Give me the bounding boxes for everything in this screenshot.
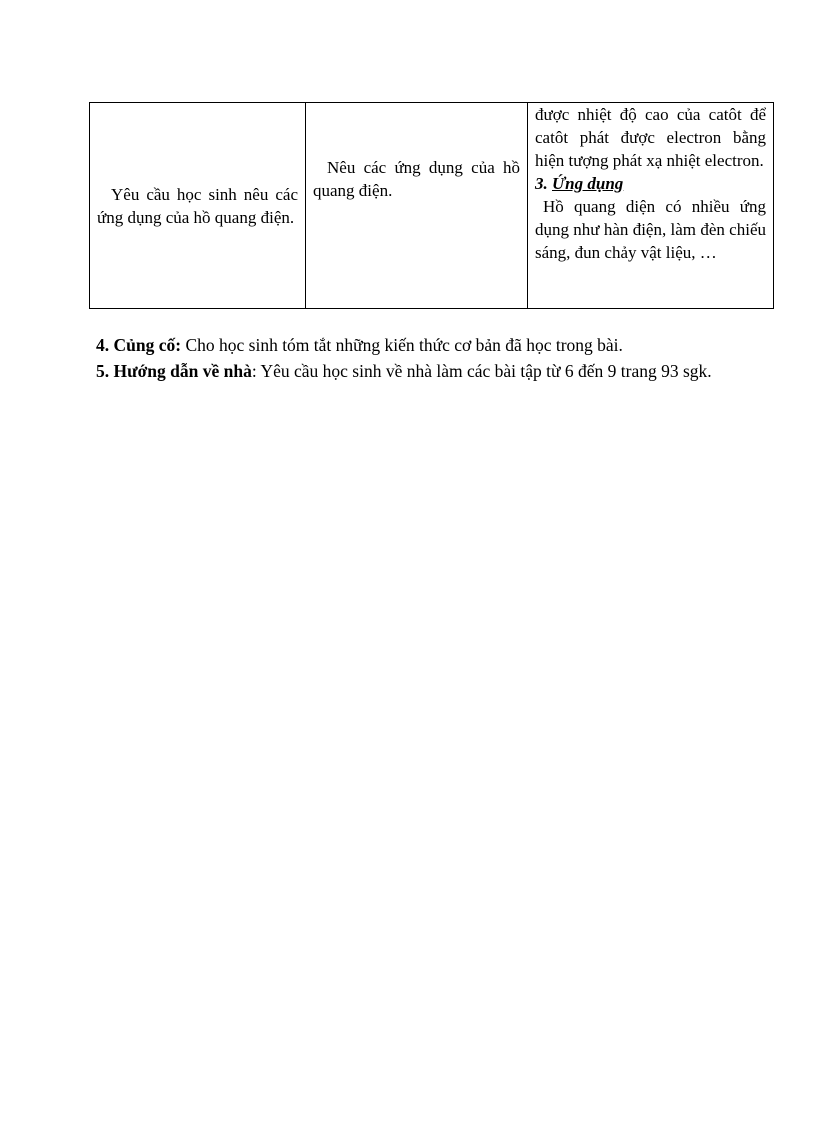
section-body-text: Hồ quang diện có nhiều ứng dụng như hàn điện, làm đèn chiếu sáng, đun chảy vật liệu, … xyxy=(535,197,766,262)
consolidation-paragraph xyxy=(96,333,728,357)
teacher-activity-text: Yêu cầu học sinh nêu các ứng dụng của hồ quang điện. xyxy=(97,184,298,227)
student-activity-text: Nêu các ứng dụng của hồ quang điện. xyxy=(313,157,520,200)
section-number: 3. xyxy=(535,174,548,193)
consolidation-text: Cho học sinh tóm tắt những kiến thức cơ bản đã học trong bài. xyxy=(181,335,623,355)
teacher-activity-cell xyxy=(90,103,306,309)
homework-label: 5. Hướng dẫn về nhà xyxy=(96,361,252,381)
section-title: Ứng dụng xyxy=(552,174,624,193)
lesson-activity-table xyxy=(89,102,774,309)
lesson-content-cell xyxy=(528,103,774,309)
content-continued-text: được nhiệt độ cao của catôt để catôt phát được electron bằng hiện tượng phát xạ nhiệt electron. xyxy=(535,105,766,170)
homework-text: : Yêu cầu học sinh về nhà làm các bài tập từ 6 đến 9 trang 93 sgk. xyxy=(251,361,712,381)
consolidation-label: 4. Củng cố: xyxy=(96,335,182,355)
table-row xyxy=(90,103,774,309)
section-heading xyxy=(535,174,623,193)
homework-paragraph xyxy=(96,359,728,383)
student-activity-cell xyxy=(306,103,528,309)
